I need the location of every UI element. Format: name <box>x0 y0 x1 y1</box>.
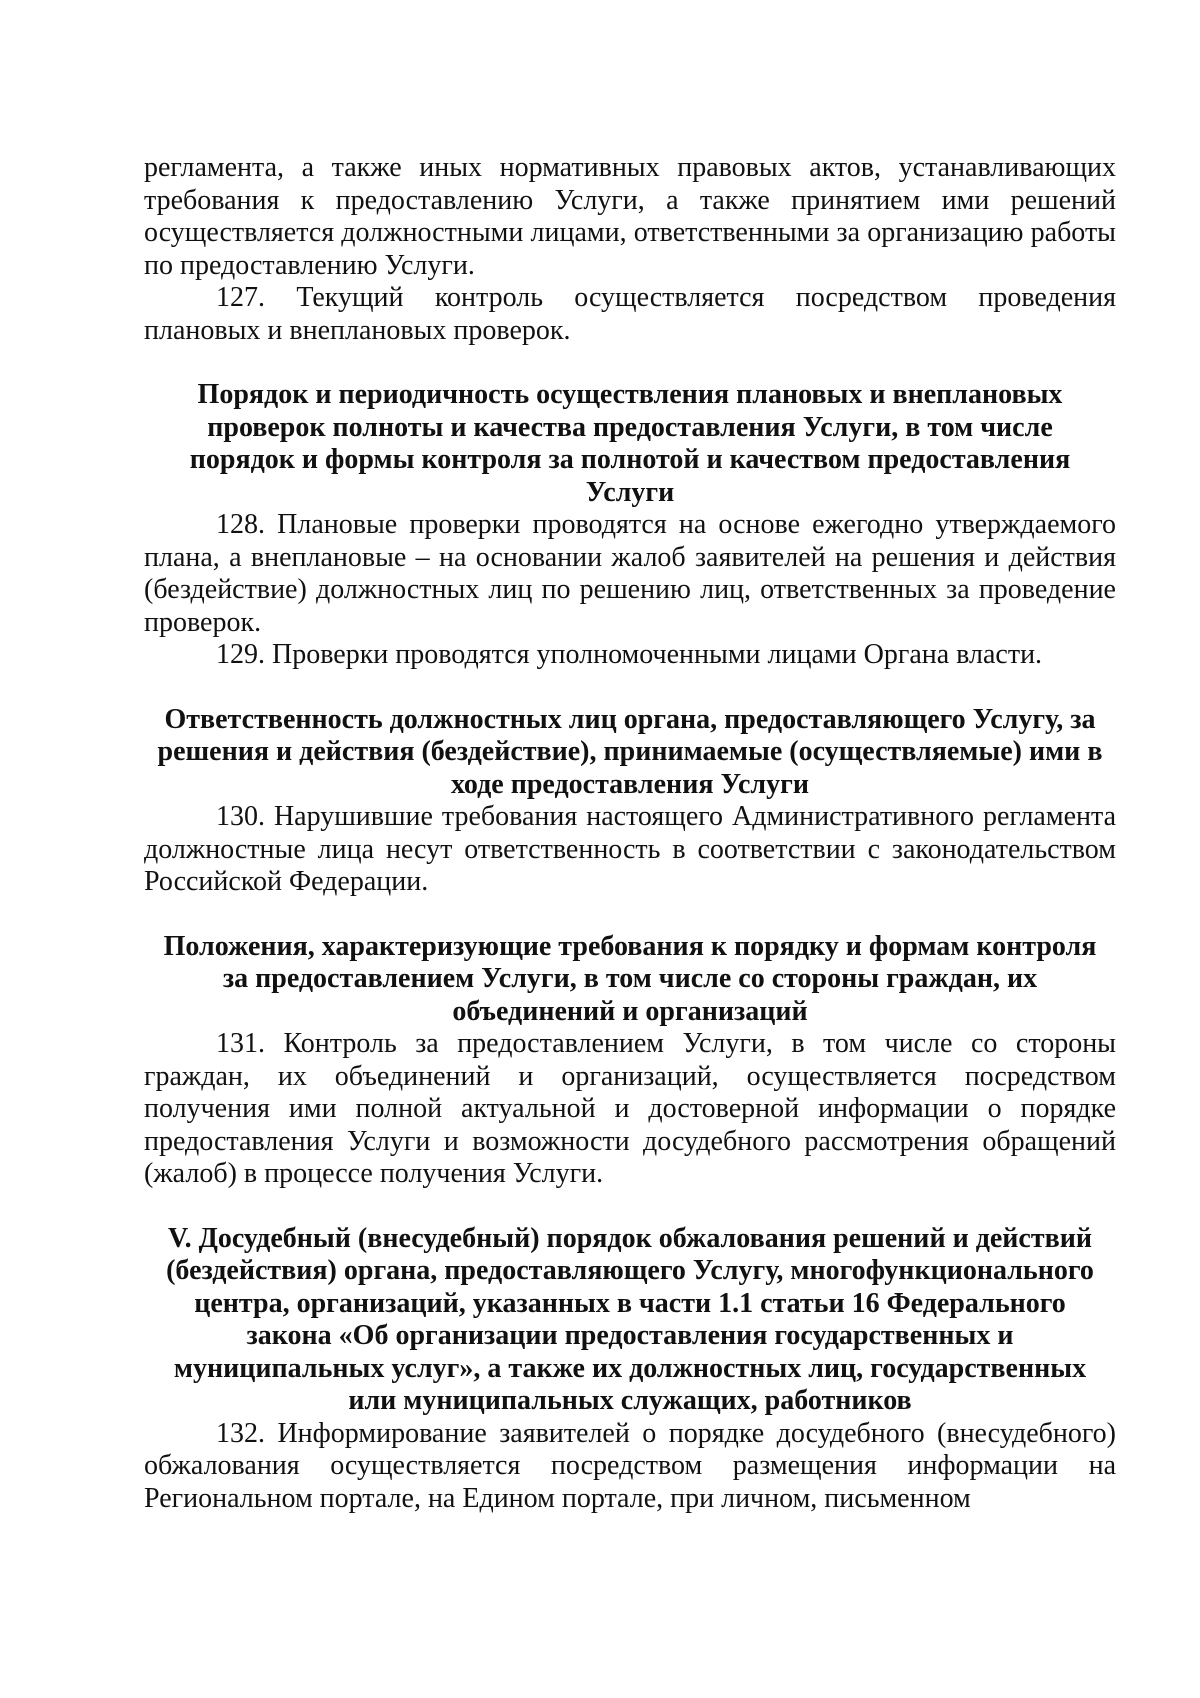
section-gap <box>144 347 1116 379</box>
section-heading-inspections: Порядок и периодичность осуществления плановых и внеплановых проверок полноты и качества предоставления Услуги, в том числе порядок и формы контроля за полнотой и качеством предоставления Услуги <box>189 379 1071 508</box>
section-gap <box>144 1191 1116 1223</box>
paragraph-132: 132. Информирование заявителей о порядке досудебного (внесудебного) обжалования осуществляется посредством размещения информации на Региональном портале, на Едином портале, при личном, письменном <box>144 1417 1116 1514</box>
paragraph-131: 131. Контроль за предоставлением Услуги, в том числе со стороны граждан, их объединений и организаций, осуществляется посредством получения ими полной актуальной и достоверной информации о порядке предоставления Услуги и возможности досудебного рассмотрения обращений (жалоб) в процессе получения Услуги. <box>144 1028 1116 1189</box>
paragraph-128: 128. Плановые проверки проводятся на основе ежегодно утверждаемого плана, а внеплановые – на основании жалоб заявителей на решения и действия (бездействие) должностных лиц по решению лиц, ответственных за проведение проверок. <box>144 509 1116 638</box>
paragraph-127: 127. Текущий контроль осуществляется посредством проведения плановых и внеплановых проверок. <box>144 282 1116 346</box>
section-heading-control-forms: Положения, характеризующие требования к порядку и формам контроля за предоставлением Услуги, в том числе со стороны граждан, их объединений и организаций <box>163 930 1097 1027</box>
document-page <box>144 152 1116 1515</box>
paragraph-130: 130. Нарушившие требования настоящего Административного регламента должностные лица несут ответственность в соответствии с законодательством Российской Федерации. <box>144 801 1116 897</box>
section-gap <box>144 899 1116 931</box>
section-heading-responsibility: Ответственность должностных лиц органа, предоставляющего Услугу, за решения и действия (бездействие), принимаемые (осуществляемые) ими в ходе предоставления Услуги <box>157 703 1103 800</box>
section-heading-appeal: V. Досудебный (внесудебный) порядок обжалования решений и действий (бездействия) органа, предоставляющего Услугу, многофункционального центра, организаций, указанных в части 1.1 статьи 16 Федерального закона «Об организации предоставления государственных и муниципальных услуг», а также их должностных лиц, государственных или муниципальных служащих, работников <box>166 1222 1094 1416</box>
section-gap <box>144 672 1116 704</box>
paragraph-129: 129. Проверки проводятся уполномоченными лицами Органа власти. <box>216 639 1043 670</box>
intro-paragraph: регламента, а также иных нормативных правовых актов, устанавливающих требования к предоставлению Услуги, а также принятием ими решений осуществляется должностными лицами, ответственными за организацию работы по предоставлению Услуги. <box>144 152 1116 281</box>
